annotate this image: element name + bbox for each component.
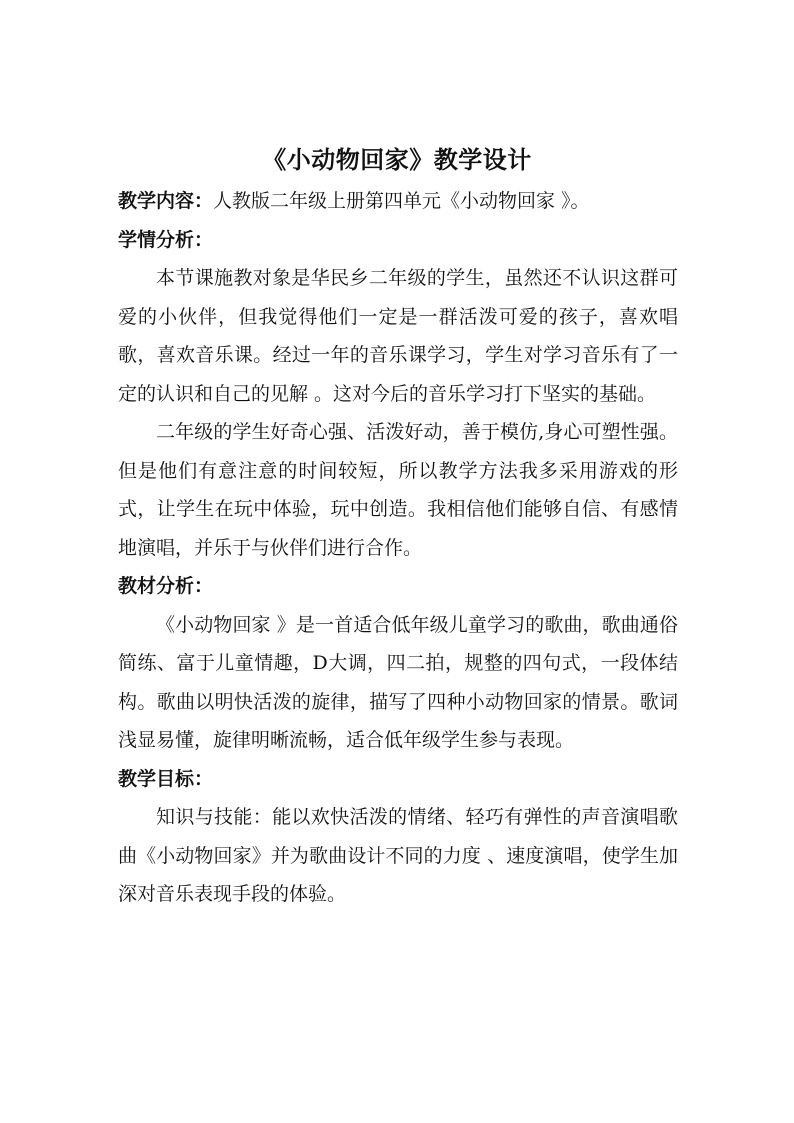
teaching-content-value: 人教版二年级上册第四单元《小动物回家 》。 [213,190,590,212]
teaching-content-label: 教学内容： [118,190,214,212]
student-analysis-paragraph-1: 本节课施教对象是华民乡二年级的学生，虽然还不认识这群可爱的小伙伴，但我觉得他们一定是一群活泼可爱的孩子，喜欢唱歌，喜欢音乐课。经过一年的音乐课学习，学生对学习音乐有了一定的认识和自己的见解 。这对今后的音乐学习打下坚实的基础。 [118,267,678,405]
student-analysis-heading: 学情分析： [118,228,214,251]
material-analysis-paragraph: 《小动物回家 》是一首适合低年级儿童学习的歌曲，歌曲通俗简练、富于儿童情趣，D大调，四二拍，规整的四句式，一段体结构。歌曲以明快活泼的旋律，描写了四种小动物回家的情景。歌词浅显易懂，旋律明晰流畅，适合低年级学生参与表现。 [118,613,678,751]
material-analysis-heading: 教材分析： [118,575,214,597]
document-body [118,182,678,914]
teaching-content-line [118,182,678,221]
teaching-goals-heading: 教学目标： [118,767,214,790]
student-analysis-paragraph-2: 二年级的学生好奇心强、活泼好动，善于模仿,身心可塑性强。但是他们有意注意的时间较短，所以教学方法我多采用游戏的形式，让学生在玩中体验，玩中创造。我相信他们能够自信、有感情地演唱，并乐于与伙伴们进行合作。 [118,421,678,559]
document-title: 《小动物回家》教学设计 [262,145,532,175]
teaching-goals-paragraph: 知识与技能：能以欢快活泼的情绪、轻巧有弹性的声音演唱歌曲《小动物回家》并为歌曲设计不同的力度 、速度演唱，使学生加深对音乐表现手段的体验。 [118,806,678,905]
